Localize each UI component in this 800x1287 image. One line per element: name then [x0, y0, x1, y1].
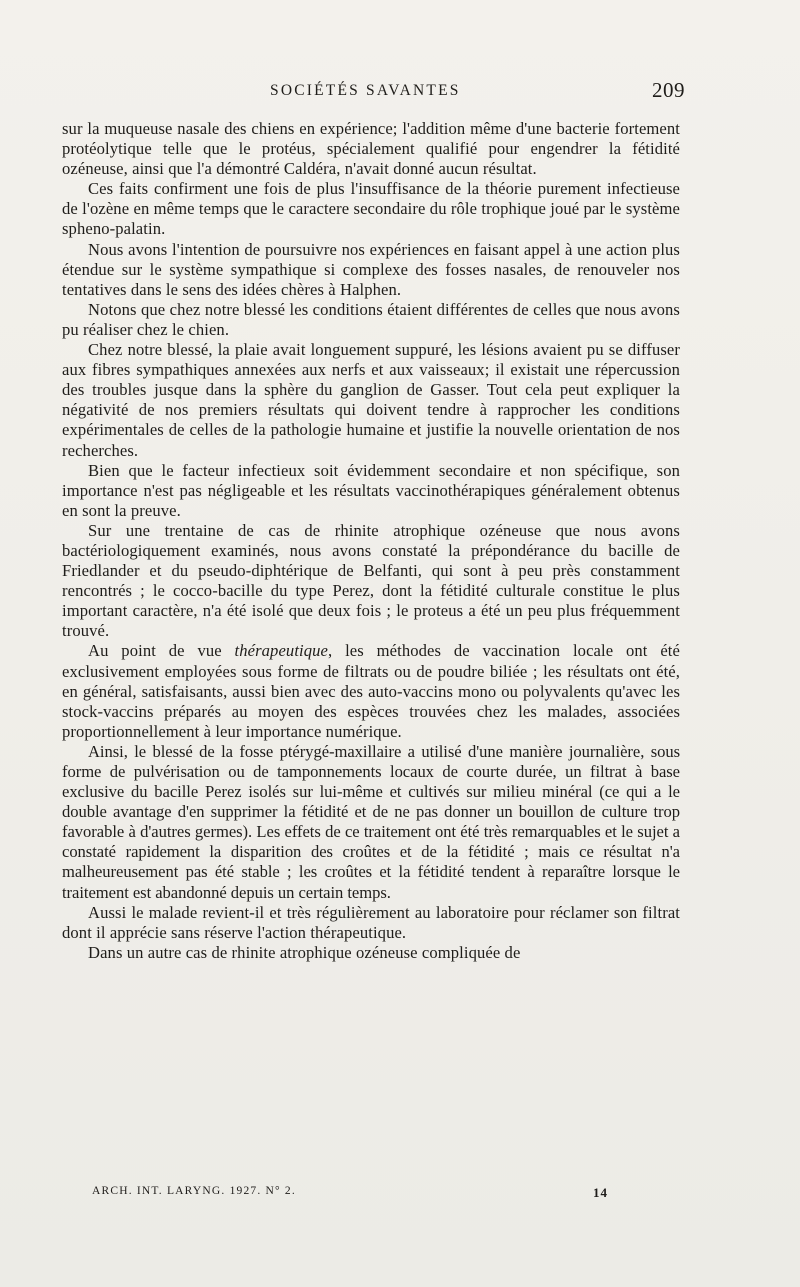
paragraph-8-italic: thérapeutique: [234, 641, 328, 661]
paragraph-10: Aussi le malade revient-il et très régulièrement au laboratoire pour réclamer son filtrat dont il apprécie sans réserve l'action thérapeutique.: [62, 902, 680, 942]
paragraph-2: Ces faits confirment une fois de plus l'insuffisance de la théorie purement infectieuse de l'ozène en même temps que le caractere secondaire du rôle trophique joué par le système spheno-palatin.: [62, 179, 680, 239]
paragraph-8-lead: Au point de vue: [88, 641, 235, 661]
page-footer: [92, 1185, 632, 1203]
signature-mark: 14: [593, 1185, 608, 1200]
paragraph-7: Sur une trentaine de cas de rhinite atrophique ozéneuse que nous avons bactériologiquement examinés, nous avons constaté la prépondérance du bacille de Friedlander et du pseudo-diphtérique de Belfanti, qui sont à peu près constamment rencontrés ; le cocco-bacille du type Perez, dont la fétidité culturale constitue le plus important caractère, n'a été isolé que deux fois ; le proteus a été un peu plus fréquemment trouvé.: [62, 520, 680, 641]
paragraph-1: sur la muqueuse nasale des chiens en expérience; l'addition même d'une bacterie fortement protéolytique telle que le protéus, spécialement qualifié pour engendrer la fétidité ozéneuse, ainsi que l'a démontré Caldéra, n'avait donné aucun résultat.: [62, 119, 680, 179]
paragraph-6: Bien que le facteur infectieux soit évidemment secondaire et non spécifique, son importance n'est pas négligeable et les résultats vaccinothérapiques généralement obtenus en sont la preuve.: [62, 460, 680, 520]
paragraph-9: Ainsi, le blessé de la fosse ptérygé-maxillaire a utilisé d'une manière journalière, sous forme de pulvérisation ou de tamponnements locaux de courte durée, un filtrat à base exclusive du bacille Perez isolés sur lui-même et cultivés sur milieu minéral (ce qui a le double avantage d'en supprimer la fétidité et de ne pas donner un bouillon de culture trop favorable à d'autres germes). Les effets de ce traitement ont été très remarquables et le sujet a constaté rapidement la disparition des croûtes et de la fétidité ; mais ce résultat n'a malheureusement pas été stable ; les croûtes et la fétidité tendent à reparaître lorsque le traitement est abandonné depuis un certain temps.: [62, 741, 680, 902]
paragraph-3: Nous avons l'intention de poursuivre nos expériences en faisant appel à une action plus étendue sur le système sympathique si complexe des fosses nasales, de renouveler nos tentatives dans le sens des idées chères à Halphen.: [62, 239, 680, 299]
paragraph-8-rest: , les méthodes de vaccination locale ont été exclusivement employées sous forme de filtrats ou de poudre biliée ; les résultats ont été, en général, satisfaisants, aussi bien avec des auto-vaccins mono ou polyvalents qu'avec les stock-vaccins préparés au moyen des espèces trouvées chez les malades, associées proportionnellement à leur importance numérique.: [62, 641, 680, 741]
running-title: SOCIÉTÉS SAVANTES: [270, 82, 461, 99]
journal-reference: ARCH. INT. LARYNG. 1927. N° 2.: [92, 1185, 296, 1197]
paragraph-4: Notons que chez notre blessé les conditions étaient différentes de celles que nous avons pu réaliser chez le chien.: [62, 299, 680, 339]
paragraph-11: Dans un autre cas de rhinite atrophique ozéneuse compliquée de: [88, 942, 521, 962]
page-number: 209: [652, 78, 685, 102]
paragraph-5: Chez notre blessé, la plaie avait longuement suppuré, les lésions avaient pu se diffuser aux fibres sympathiques annexées aux nerfs et aux vaisseaux; il existait une répercussion des troubles jusque dans la sphère du ganglion de Gasser. Tout cela peut expliquer la négativité de nos premiers résultats qui doivent tendre à rapprocher les conditions expérimentales de celles de la pathologie humaine et justifie la nouvelle orientation de nos recherches.: [62, 340, 680, 460]
body-text: [62, 119, 680, 963]
paragraph-8: [62, 641, 680, 741]
running-header: [60, 80, 685, 104]
